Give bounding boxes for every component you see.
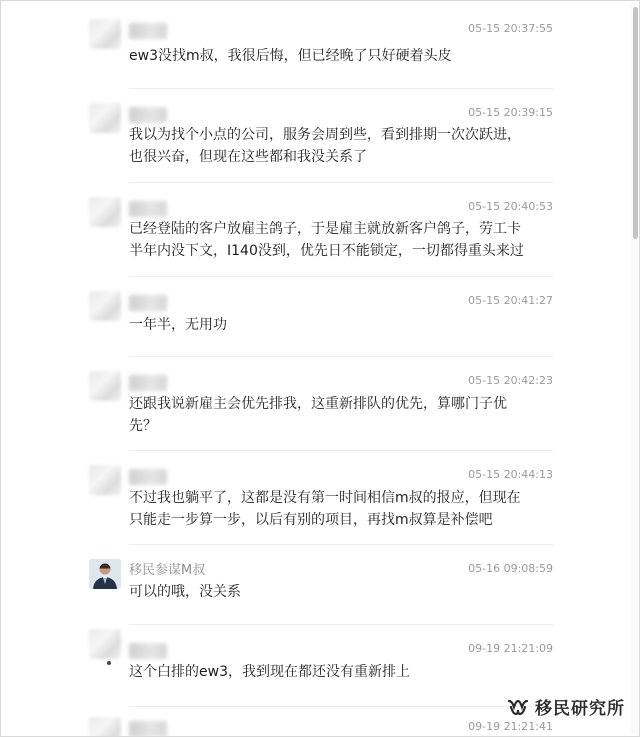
comment-time: 05-15 20:40:53: [468, 200, 553, 213]
divider: [129, 182, 553, 183]
comment-line: 半年内没下文，I140没到，优先日不能锁定，一切都得重头来过: [129, 243, 524, 259]
comment-time: 09-19 21:21:09: [468, 642, 553, 655]
avatar[interactable]: [89, 465, 121, 495]
bullet-dot: [107, 661, 111, 665]
comment-time: 05-15 20:41:27: [468, 294, 553, 307]
avatar[interactable]: [89, 291, 121, 321]
comment-text: [129, 218, 527, 262]
comment-time: 05-16 09:08:59: [468, 562, 553, 575]
avatar[interactable]: [89, 19, 121, 49]
comment-text: [129, 45, 527, 67]
commenter-name-redacted: [129, 375, 167, 391]
commenter-name-redacted: [129, 721, 167, 737]
comment-line: 我以为找个小点的公司，服务会周到些，看到排期一次次跃进，: [129, 127, 521, 143]
comment-time: 05-15 20:42:23: [468, 374, 553, 387]
comment-time: 05-15 20:37:55: [468, 22, 553, 35]
comment-line: 只能走一步算一步，以后有别的项目，再找m叔算是补偿吧: [129, 512, 493, 528]
person-photo-icon: [89, 559, 121, 589]
comment-text: [129, 487, 527, 531]
comment-text: [129, 661, 527, 683]
comment-line: 这个白排的ew3，我到现在都还没有重新排上: [129, 664, 410, 680]
avatar[interactable]: [89, 629, 121, 659]
comment-line: 不过我也躺平了，这都是没有第一时间相信m叔的报应，但现在: [129, 490, 521, 506]
commenter-name[interactable]: 移民参谋M叔: [129, 563, 206, 578]
commenter-name-redacted: [129, 643, 167, 659]
comment-text: [129, 581, 527, 603]
wechat-channel-icon: [507, 698, 529, 716]
watermark-text: 移民研究所: [535, 699, 625, 719]
comment-text: [129, 124, 527, 168]
commenter-name-redacted: [129, 23, 167, 39]
comment-time: 09-19 21:21:41: [468, 720, 553, 733]
watermark: [507, 694, 625, 719]
commenter-name-redacted: [129, 201, 167, 217]
comment-line: 可以的哦，没关系: [129, 584, 241, 600]
comment-line: 也很兴奋，但现在这些都和我没关系了: [129, 149, 367, 165]
commenter-name-redacted: [129, 107, 167, 123]
divider: [129, 88, 553, 89]
commenter-name-redacted: [129, 295, 167, 311]
divider: [129, 356, 553, 357]
comment-text: [129, 314, 527, 336]
divider: [129, 706, 553, 707]
divider: [129, 624, 553, 625]
comment-line: ew3没找m叔，我很后悔，但已经晚了只好硬着头皮: [129, 48, 452, 64]
comment-line: 已经登陆的客户放雇主鸽子，于是雇主就放新客户鸽子，劳工卡: [129, 221, 521, 237]
avatar[interactable]: [89, 717, 121, 737]
scrollbar-thumb[interactable]: [633, 7, 638, 239]
comment-time: 05-15 20:39:15: [468, 106, 553, 119]
commenter-name-redacted: [129, 469, 167, 485]
comment-time: 05-15 20:44:13: [468, 468, 553, 481]
avatar[interactable]: [89, 103, 121, 133]
divider: [129, 450, 553, 451]
avatar[interactable]: [89, 197, 121, 227]
comment-text: [129, 393, 527, 437]
divider: [129, 544, 553, 545]
comment-line: 一年半，无用功: [129, 317, 227, 333]
comment-line: 还跟我说新雇主会优先排我，这重新排队的优先，算哪门子优: [129, 396, 507, 412]
divider: [129, 276, 553, 277]
avatar[interactable]: [89, 371, 121, 401]
comment-line: 先？: [129, 418, 157, 434]
author-avatar[interactable]: [89, 559, 121, 589]
